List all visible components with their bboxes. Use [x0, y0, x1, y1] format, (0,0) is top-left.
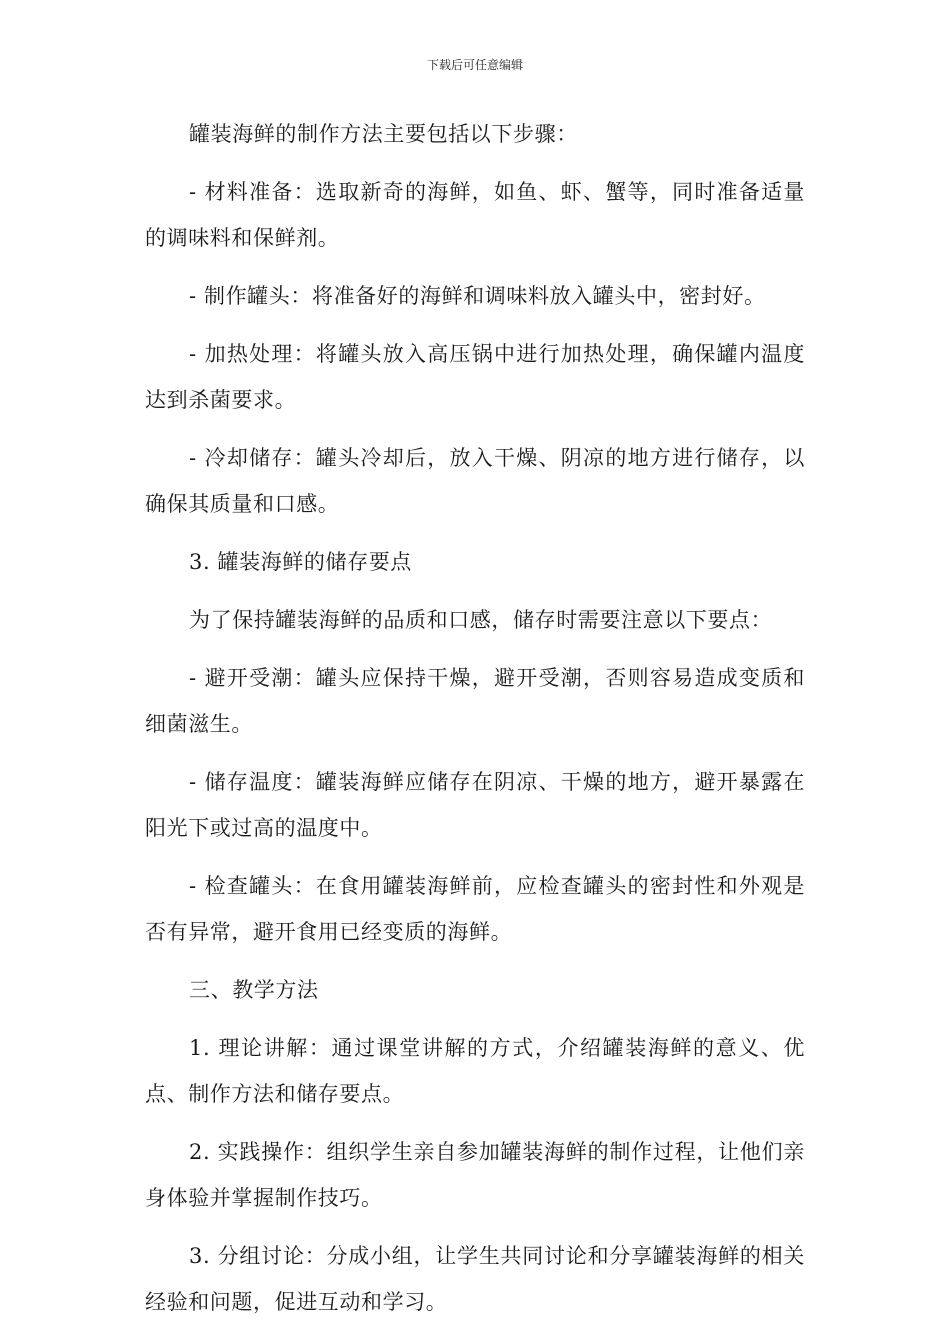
paragraph-heat-process: - 加热处理：将罐头放入高压锅中进行加热处理，确保罐内温度达到杀菌要求。	[145, 342, 805, 412]
paragraph-theory: 1. 理论讲解：通过课堂讲解的方式，介绍罐装海鲜的意义、优点、制作方法和储存要点。	[145, 1036, 805, 1106]
paragraph-storage-intro: 为了保持罐装海鲜的品质和口感，储存时需要注意以下要点：	[189, 608, 773, 632]
document-body	[145, 111, 805, 1337]
paragraph-cool-store: - 冷却储存：罐头冷却后，放入干燥、阴凉的地方进行储存，以确保其质量和口感。	[145, 446, 805, 516]
section-heading-storage: 3. 罐装海鲜的储存要点	[189, 550, 412, 574]
paragraph-make-can: - 制作罐头：将准备好的海鲜和调味料放入罐头中，密封好。	[189, 284, 766, 308]
page-header: 下载后可任意编辑	[426, 58, 523, 72]
paragraph-avoid-moisture: - 避开受潮：罐头应保持干燥，避开受潮，否则容易造成变质和细菌滋生。	[145, 666, 805, 736]
paragraph-practice: 2. 实践操作：组织学生亲自参加罐装海鲜的制作过程，让他们亲身体验并掌握制作技巧。	[145, 1140, 805, 1210]
paragraph-check-can: - 检查罐头：在食用罐装海鲜前，应检查罐头的密封性和外观是否有异常，避开食用已经变质的海鲜。	[145, 874, 805, 944]
section-heading-teaching-methods: 三、教学方法	[189, 978, 319, 1002]
paragraph-material-prep: - 材料准备：选取新奇的海鲜，如鱼、虾、蟹等，同时准备适量的调味料和保鲜剂。	[145, 180, 805, 250]
paragraph-group-discussion: 3. 分组讨论：分成小组，让学生共同讨论和分享罐装海鲜的相关经验和问题，促进互动和学习。	[145, 1244, 805, 1314]
paragraph-storage-temp: - 储存温度：罐装海鲜应储存在阴凉、干燥的地方，避开暴露在阳光下或过高的温度中。	[145, 770, 805, 840]
paragraph-intro: 罐装海鲜的制作方法主要包括以下步骤：	[189, 122, 578, 146]
